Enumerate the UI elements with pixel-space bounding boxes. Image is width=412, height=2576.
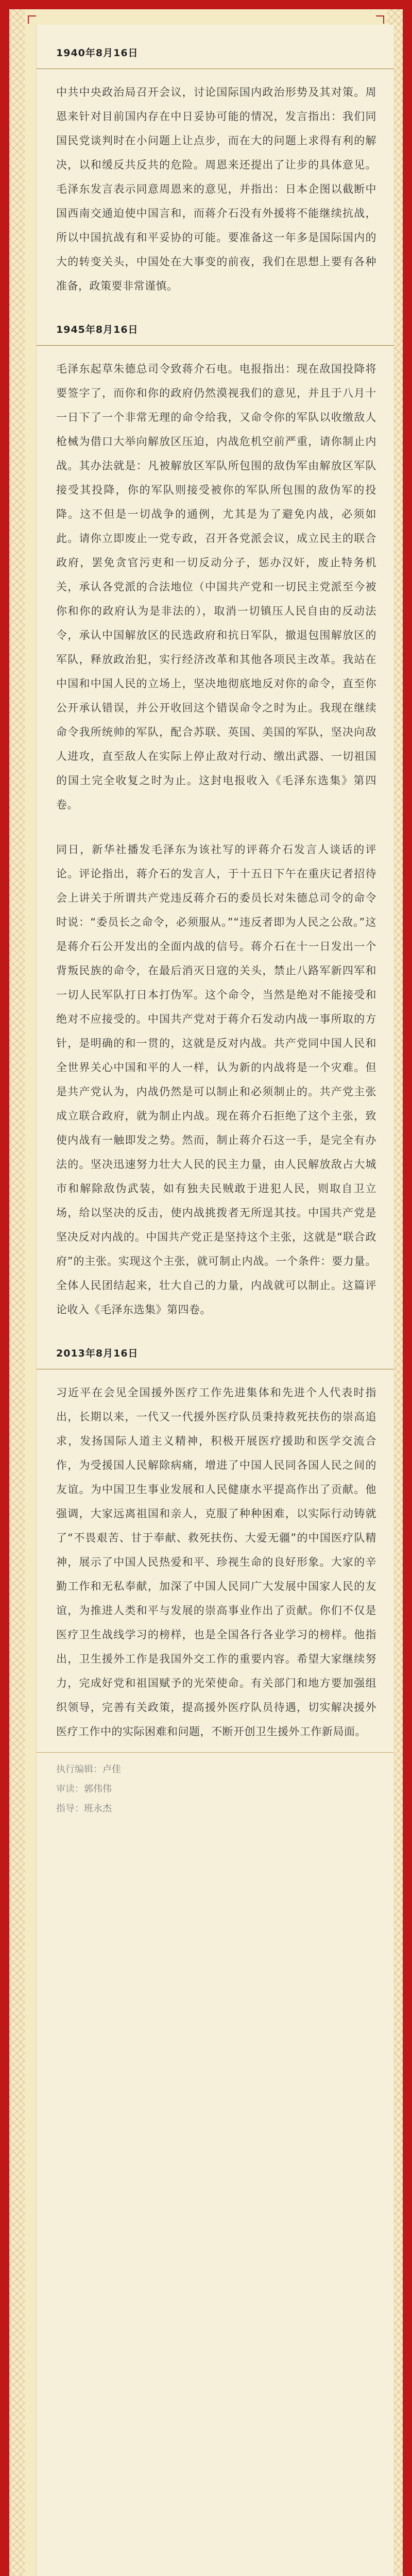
section-1945 [56, 298, 376, 1322]
corner-ornament [376, 15, 384, 24]
credits [56, 1752, 376, 1819]
date-heading: 1945年8月16日 [56, 324, 139, 335]
left-pattern-border [9, 9, 25, 2576]
section-2013 [56, 1322, 376, 1744]
paragraph: 毛泽东起草朱德总司令致蒋介石电。电报指出：现在敌国投降将要签字了，而你和你的政府仍然漠视我们的意见，并且于八月十一日下了一个非常无理的命令给我，又命令你的军队以收缴敌人枪械为借口大举向解放区压迫，内战危机空前严重，请你制止内战。其办法就是：凡被解放区军队所包围的敌伪军由解放区军队接受其投降，你的军队则接受被你的军队所包围的敌伪军的投降。这不但是一切战争的通例，尤其是为了避免内战，必须如此。请你立即废止一党专政，召开各党派会议，成立民主的联合政府，罢免贪官污吏和一切反动分子，惩办汉奸，废止特务机关，承认各党派的合法地位（中国共产党和一切民主党派至今被你和你的政府认为是非法的），取消一切镇压人民自由的反动法令，承认中国解放区的民选政府和抗日军队，撤退包围解放区的军队，释放政治犯，实行经济改革和其他各项民主改革。我站在中国和中国人民的立场上，坚决地彻底地反对你的命令，直至你公开承认错误，并公开收回这个错误命令之时为止。我现在继续命令我所统帅的军队，配合苏联、英国、美国的军队，坚决向敌人进攻，直至敌人在实际上停止敌对行动、缴出武器、一切祖国的国土完全收复之时为止。这封电报收入《毛泽东选集》第四卷。 [56, 363, 376, 811]
credit-reviewer [56, 1780, 376, 1799]
credit-value: 郭伟伟 [84, 1784, 112, 1794]
paragraph: 中共中央政治局召开会议，讨论国际国内政治形势及其对策。周恩来针对目前国内存在中日妥协可能的情况，发言指出：我们同国民党谈判时在小问题上让点步，而在大的问题上求得有利的解决，以和缓反共反共的危险。周恩来还提出了让步的具体意见。毛泽东发言表示同意周恩来的意见，并指出：日本企图以截断中国西南交通迫使中国言和，而蒋介石没有外援将不能继续抗战，所以中国抗战有和平妥协的可能。要准备这一年多是国际国内的大的转变关头，中国处在大事变的前夜，我们在思想上要有各种准备，政策要非常谨慎。 [56, 86, 376, 292]
corner-ornament [28, 15, 36, 24]
paragraph: 习近平在会见全国援外医疗工作先进集体和先进个人代表时指出，长期以来，一代又一代援外医疗队员秉持救死扶伤的崇高追求，发扬国际人道主义精神，积极开展医疗援助和医学交流合作，为受援国人民解除病痛，增进了中国人民同各国人民之间的友谊。为中国卫生事业发展和人民健康水平提高作出了贡献。他强调，大家远离祖国和亲人，克服了种种困难，以实际行动铸就了“不畏艰苦、甘于奉献、救死扶伤、大爱无疆”的中国医疗队精神，展示了中国人民热爱和平、珍视生命的良好形象。大家的辛勤工作和无私奉献，加深了中国人民同广大发展中国家人民的友谊，为推进人类和平与发展的崇高事业作出了贡献。你们不仅是医疗卫生战线学习的榜样，也是全国各行各业学习的榜样。他指出，卫生援外工作是我国外交工作的重要内容。希望大家继续努力，完成好党和祖国赋予的光荣使命。有关部门和地方要加强组织领导，完善有关政策，提高援外医疗队员待遇，切实解决援外医疗工作中的实际困难和问题，不断开创卫生援外工作新局面。 [56, 1386, 376, 1738]
date-divider [37, 345, 394, 346]
credit-value: 卢佳 [102, 1764, 121, 1775]
date-heading: 2013年8月16日 [56, 1348, 139, 1359]
page-frame [9, 9, 403, 2576]
credit-editor [56, 1760, 376, 1780]
credit-label: 指导： [56, 1803, 84, 1814]
article-body [36, 25, 394, 2576]
credit-supervisor [56, 1799, 376, 1819]
date-heading: 1940年8月16日 [56, 47, 139, 59]
credit-label: 审读： [56, 1784, 84, 1794]
credit-value: 班永杰 [84, 1803, 112, 1814]
paragraph: 同日，新华社播发毛泽东为该社写的评蒋介石发言人谈话的评论。评论指出，蒋介石的发言人，于十五日下午在重庆记者招待会上讲关于所谓共产党违反蒋介石的委员长对朱德总司令的命令时说：“委员长之命令，必须服从。”“违反者即为人民之公敌。”这是蒋介石公开发出的全面内战的信号。蒋介石在十一日发出一个背叛民族的命令，在最后消灭日寇的关头，禁止八路军新四军和一切人民军队打日本打伪军。这个命令，当然是绝对不能接受和绝对不应接受的。中国共产党对于蒋介石发动内战一事所取的方针，是明确的和一贯的，这就是反对内战。共产党同中国人民和全世界关心中国和平的人一样，认为新的内战将是一个灾难。但是共产党认为，内战仍然是可以制止和必须制止的。共产党主张成立联合政府，就为制止内战。现在蒋介石拒绝了这个主张，致使内战有一触即发之势。然而，制止蒋介石这一手，是完全有办法的。坚决迅速努力壮大人民的民主力量，由人民解放敌占大城市和解除敌伪武装，如有独夫民贼敢于进犯人民，则取自卫立场，给以坚决的反击，使内战挑拨者无所逞其技。中国共产党是坚决反对内战的。中国共产党正是坚持这个主张，这就是“联合政府”的主张。实现这个主张，就可制止内战。一个条件：要力量。全体人民团结起来，壮大自己的力量，内战就可以制止。这篇评论收入《毛泽东选集》第四卷。 [56, 843, 376, 1316]
credit-label: 执行编辑： [56, 1764, 102, 1775]
section-1940 [56, 25, 376, 298]
